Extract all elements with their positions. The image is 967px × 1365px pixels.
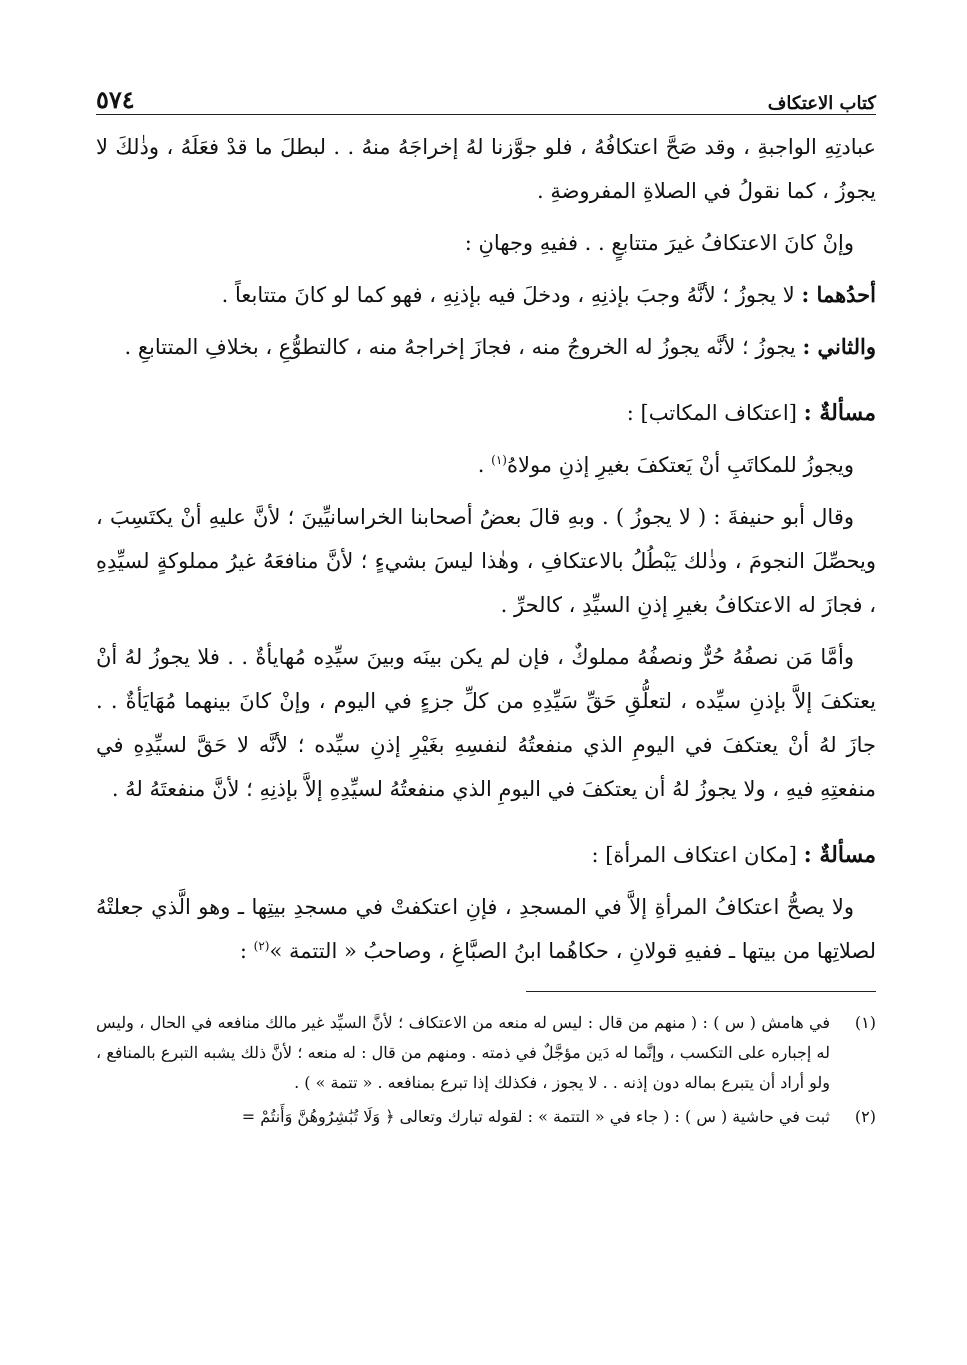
paragraph-text: لا يجوزُ ؛ لأنَّهُ وجبَ بإذنِهِ ، ودخلَ فيه بإذنِهِ ، فهو كما لو كانَ متتابعاً . xyxy=(221,283,795,307)
main-text xyxy=(96,125,876,973)
paragraph-label: والثاني : xyxy=(802,334,876,359)
footnote-ref: (٢) xyxy=(253,939,270,953)
footnote-text: ثبت في حاشية ( س ) : ( جاء في « التتمة » : لقوله تبارك وتعالى ﴿ وَلَا تُبَٰشِرُوهُنَّ وَأَنتُمْ = xyxy=(241,1107,830,1126)
paragraph: وإنْ كانَ الاعتكافُ غيرَ متتابعٍ . . ففيهِ وجهانِ : xyxy=(464,231,854,255)
paragraph-label: أحدُهما : xyxy=(801,282,876,307)
paragraph-text: ولا يصحُّ اعتكافُ المرأةِ إلاَّ في المسجدِ ، فإنِ اعتكفتْ في مسجدِ بيتِها ـ وهو الَّذي جعلتْهُ لصلاتِها من بيتها ـ ففيهِ قولانِ ، حكاهُما ابنُ الصبَّاغِ ، وصاحبُ « التتمة » xyxy=(96,895,876,963)
footnote-divider xyxy=(526,991,876,992)
section-label: مسألةٌ : xyxy=(803,400,876,426)
footnote-text: في هامش ( س ) : ( منهم من قال : ليس له منعه من الاعتكاف ؛ لأنَّ السيِّد غير مالك منافعه في الحال ، وليس له إجباره على التكسب ، وإنَّما له دَين مؤجَّلٌ في ذمته . ومنهم من قال : له منعه ؛ لأنَّ ذلك يشبه التبرع بالمنافع ، ولو أراد أن يتبرع بماله دون إذنه . . لا يجوز ، فكذلك إذا تبرع بمنافعه . « تتمة » ) . xyxy=(96,1013,830,1092)
running-title: كتاب الاعتكاف xyxy=(767,93,876,114)
paragraph-text: ويجوزُ للمكاتَبِ أنْ يَعتكفَ بغيرِ إذنِ مولاهُ xyxy=(506,453,854,477)
footnote xyxy=(96,1008,876,1098)
footnote-number: (١) xyxy=(854,1013,876,1032)
section-heading xyxy=(96,391,876,435)
paragraph: عبادتِهِ الواجبةِ ، وقد صَحَّ اعتكافُهُ ، فلو جوَّزنا لهُ إخراجَهُ منهُ . . لبطلَ ما قدْ فعَلَهُ ، وذٰلكَ لا يجوزُ ، كما نقولُ في الصلاةِ المفروضةِ . xyxy=(96,135,876,203)
page-header xyxy=(96,80,876,115)
section-label: مسألةٌ : xyxy=(803,842,876,868)
paragraph xyxy=(96,273,876,317)
paragraph xyxy=(96,443,876,487)
paragraph: وقال أبو حنيفةَ : ( لا يجوزُ ) . وبهِ قالَ بعضُ أصحابنا الخراسانيِّينَ ؛ لأنَّ عليهِ أنْ يكتَسِبَ ، ويحصِّلَ النجومَ ، وذٰلك يَبْطُلُ بالاعتكافِ ، وهٰذا ليسَ بشيءٍ ؛ لأنَّ منافعَهُ غيرُ مملوكةٍ لسيِّدِهِ ، فجازَ له الاعتكافُ بغيرِ إذنِ السيِّدِ ، كالحرِّ . xyxy=(96,505,876,617)
book-page xyxy=(96,80,876,1320)
paragraph-end: . xyxy=(477,453,485,477)
page-number: ٥٧٤ xyxy=(96,85,135,114)
section-title: [مكان اعتكاف المرأة] : xyxy=(591,843,797,867)
paragraph: وأمَّا مَن نصفُهُ حُرٌّ ونصفُهُ مملوكٌ ، فإن لم يكن بينَه وبينَ سيِّدِه مُهايأةٌ . . فلا يجوزُ لهُ أنْ يعتكفَ إلاَّ بإذنِ سيِّده ، لتعلُّقِ حَقِّ سَيِّدِهِ من كلِّ جزءٍ في اليوم ، وإنْ كانَ بينهما مُهَايَأةٌ . . جازَ لهُ أنْ يعتكفَ في اليومِ الذي منفعتُهُ لنفسِهِ بغَيْرِ إذنِ سيِّده ؛ لأنَّه لا حَقَّ لسيِّدِهِ في منفعتِهِ فيهِ ، ولا يجوزُ لهُ أن يعتكفَ في اليومِ الذي منفعتُهُ لسيِّدِهِ إلاَّ بإذنِهِ ؛ لأنَّ منفعتَهُ لهُ . xyxy=(96,645,876,801)
footnotes xyxy=(96,1008,876,1132)
footnote-ref: (١) xyxy=(491,453,507,467)
paragraph xyxy=(96,325,876,369)
paragraph-text: يجوزُ ؛ لأنَّه يجوزُ له الخروجُ منه ، فجازَ إخراجهُ منه ، كالتطوُّعِ ، بخلافِ المتتابعِ . xyxy=(124,335,796,359)
paragraph xyxy=(96,885,876,973)
paragraph-end: : xyxy=(239,939,247,963)
footnote-number: (٢) xyxy=(854,1107,876,1126)
footnote xyxy=(96,1102,876,1132)
section-heading xyxy=(96,833,876,877)
section-title: [اعتكاف المكاتب] : xyxy=(626,401,797,425)
